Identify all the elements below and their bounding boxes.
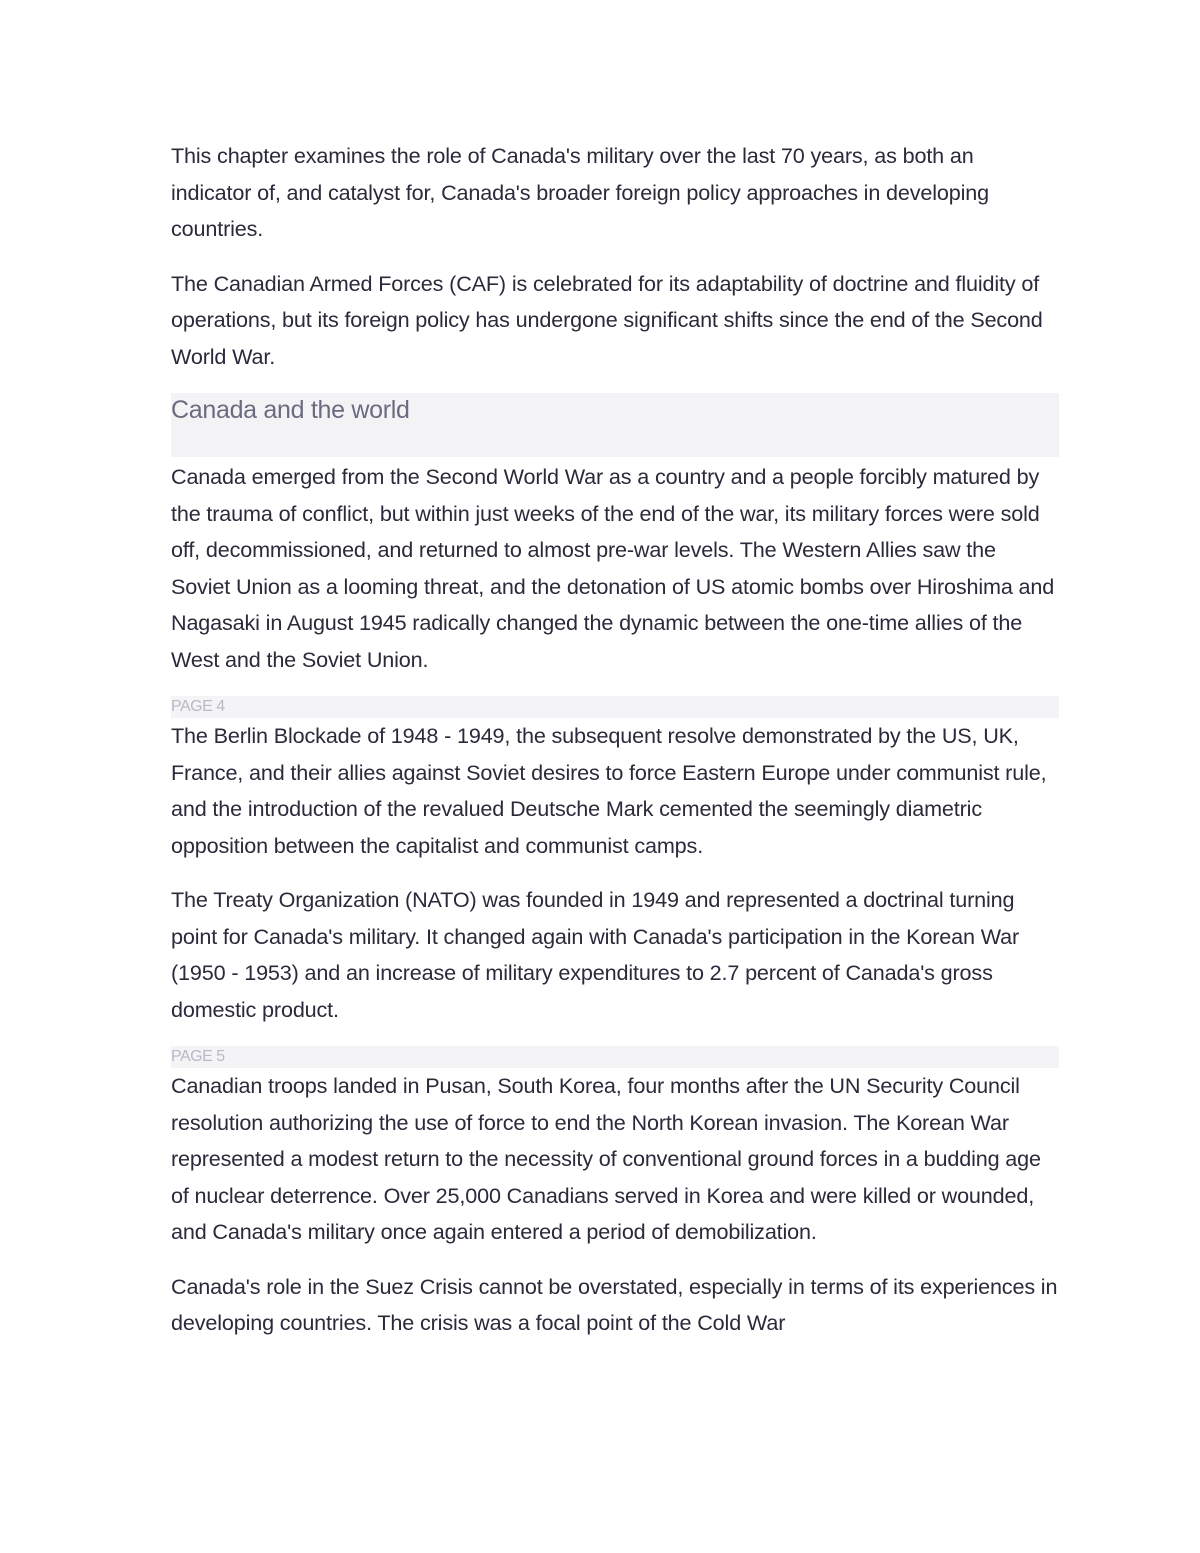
intro-paragraph-1: This chapter examines the role of Canada's military over the last 70 years, as both an indicator of, and catalyst for, Canada's broader foreign policy approaches in developing countries. [171, 143, 990, 241]
section-heading: Canada and the world [171, 396, 410, 424]
section-heading-block [171, 393, 1059, 457]
page-marker-5: PAGE 5 [171, 1046, 1059, 1068]
section-paragraph: Canada emerged from the Second World War as a country and a people forcibly matured by the trauma of conflict, but within just weeks of the end of the war, its military forces were sold off, decommissioned, and returned to almost pre-war levels. The Western Allies saw the Soviet Union as a looming threat, and the detonation of US atomic bombs over Hiroshima and Nagasaki in August 1945 radically changed the dynamic between the one-time allies of the West and the Soviet Union. [171, 464, 1055, 672]
page5-paragraph-2: Canada's role in the Suez Crisis cannot be overstated, especially in terms of its experiences in developing countries. The crisis was a focal point of the Cold War [171, 1273, 1058, 1335]
page5-paragraph-1: Canadian troops landed in Pusan, South Korea, four months after the UN Security Council resolution authorizing the use of force to end the North Korean invasion. The Korean War represented a modest return to the necessity of conventional ground forces in a budding age of nuclear deterrence. Over 25,000 Canadians served in Korea and were killed or wounded, and Canada's military once again entered a period of demobilization. [171, 1073, 1041, 1244]
intro-paragraph-2: The Canadian Armed Forces (CAF) is celebrated for its adaptability of doctrine and fluidity of operations, but its foreign policy has undergone significant shifts since the end of the Second World War. [171, 270, 1043, 369]
page4-paragraph-1: The Berlin Blockade of 1948 - 1949, the subsequent resolve demonstrated by the US, UK, France, and their allies against Soviet desires to force Eastern Europe under communist rule, and the introduction of the revalued Deutsche Mark cemented the seemingly diametric opposition between the capitalist and communist camps. [171, 723, 1047, 858]
page4-paragraph-2: The Treaty Organization (NATO) was founded in 1949 and represented a doctrinal turning point for Canada's military. It changed again with Canada's participation in the Korean War (1950 - 1953) and an increase of military expenditures to 2.7 percent of Canada's gross domestic product. [171, 887, 1020, 1022]
document-page [171, 138, 1059, 1360]
page-marker-4: PAGE 4 [171, 696, 1059, 718]
